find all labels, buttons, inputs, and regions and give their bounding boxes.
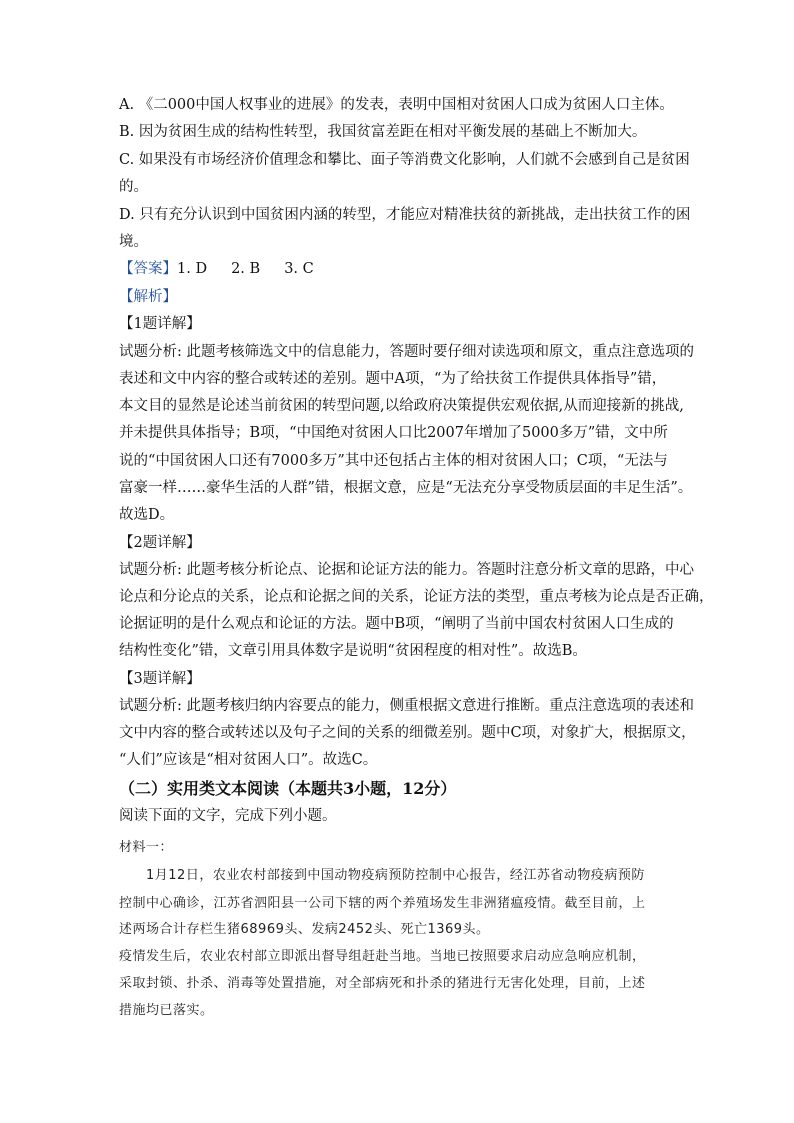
section-instruction: 阅读下面的文字，完成下列小题。 xyxy=(119,808,337,824)
q1-line: 故选D。 xyxy=(119,507,175,523)
analysis-label: 【解析】 xyxy=(119,289,177,305)
q3-line: “人们”应该是“相对贫困人口”。故选C。 xyxy=(119,752,378,768)
q1-line: 表述和文中内容的整合或转述的差别。题中A项，“为了给扶贫工作提供具体指导”错， xyxy=(119,371,667,387)
option-d-line2: 境。 xyxy=(119,234,148,250)
q2-line: 论点和分论点的关系，论点和论据之间的关系，论证方法的类型，重点考核为论点是否正确， xyxy=(119,589,714,605)
q2-label: 【2题详解】 xyxy=(119,535,201,551)
material-line: 述两场合计存栏生猪68969头、发病2452头、死亡1369头。 xyxy=(119,922,490,937)
q2-line: 试题分析: 此题考核分析论点、论据和论证方法的能力。答题时注意分析文章的思路，中心 xyxy=(119,562,694,578)
q2-line: 结构性变化”错，文章引用具体数字是说明“贫困程度的相对性”。故选B。 xyxy=(119,643,587,659)
material-line: 1月12日，农业农村部接到中国动物疫病预防控制中心报告，经江苏省动物疫病预防 xyxy=(119,868,645,883)
option-d-line1: D. 只有充分认识到中国贫困内涵的转型，才能应对精准扶贫的新挑战，走出扶贫工作的困 xyxy=(119,207,691,223)
q2-line: 论据证明的是什么观点和论证的方法。题中B项，“阐明了当前中国农村贫困人口生成的 xyxy=(119,616,674,632)
material-line: 疫情发生后，农业农村部立即派出督导组赶赴当地。当地已按照要求启动应急响应机制， xyxy=(119,949,646,964)
answer-2: 2. B xyxy=(231,261,261,277)
material-label: 材料一： xyxy=(119,840,174,855)
q3-line: 试题分析: 此题考核归纳内容要点的能力，侧重根据文意进行推断。重点注意选项的表述和 xyxy=(119,698,694,714)
q1-line: 说的“中国贫困人口还有7000多万”其中还包括占主体的相对贫困人口；C项，“无法与 xyxy=(119,453,668,469)
material-line: 采取封锁、扑杀、消毒等处置措施，对全部病死和扑杀的猪进行无害化处理，目前，上述 xyxy=(119,976,646,991)
q3-line: 文中内容的整合或转述以及句子之间的关系的细微差别。题中C项，对象扩大，根据原文， xyxy=(119,725,696,741)
q1-line: 本文目的显然是论述当前贫困的转型问题,以给政府决策提供宏观依据,从而迎接新的挑战, xyxy=(119,398,684,414)
answer-3: 3. C xyxy=(284,261,314,277)
option-b: B. 因为贫困生成的结构性转型，我国贫富差距在相对平衡发展的基础上不断加大。 xyxy=(119,124,647,140)
q1-line: 并未提供具体指导；B项，“中国绝对贫困人口比2007年增加了5000多万”错，文中所 xyxy=(119,425,668,441)
q1-label: 【1题详解】 xyxy=(119,316,201,332)
q3-label: 【3题详解】 xyxy=(119,671,201,687)
answer-row xyxy=(119,259,314,279)
option-a: A. 《二000中国人权事业的进展》的发表，表明中国相对贫困人口成为贫困人口主体。 xyxy=(119,97,674,113)
q1-line: 试题分析: 此题考核筛选文中的信息能力，答题时要仔细对读选项和原文，重点注意选项的 xyxy=(119,344,694,360)
option-c-line2: 的。 xyxy=(119,179,148,195)
section-title: （二）实用类文本阅读（本题共3小题，12分） xyxy=(119,779,457,798)
answer-1: 1. D xyxy=(177,261,208,277)
material-line: 控制中心确诊，江苏省泗阳县一公司下辖的两个养殖场发生非洲猪瘟疫情。截至目前，上 xyxy=(119,896,646,911)
answer-label: 【答案】 xyxy=(119,261,177,277)
material-line: 措施均已落实。 xyxy=(119,1003,214,1018)
q1-line: 富豪一样……豪华生活的人群”错，根据文意，应是“无法充分享受物质层面的丰足生活”。 xyxy=(119,480,693,496)
option-c-line1: C. 如果没有市场经济价值理念和攀比、面子等消费文化影响，人们就不会感到自己是贫困 xyxy=(119,152,690,168)
